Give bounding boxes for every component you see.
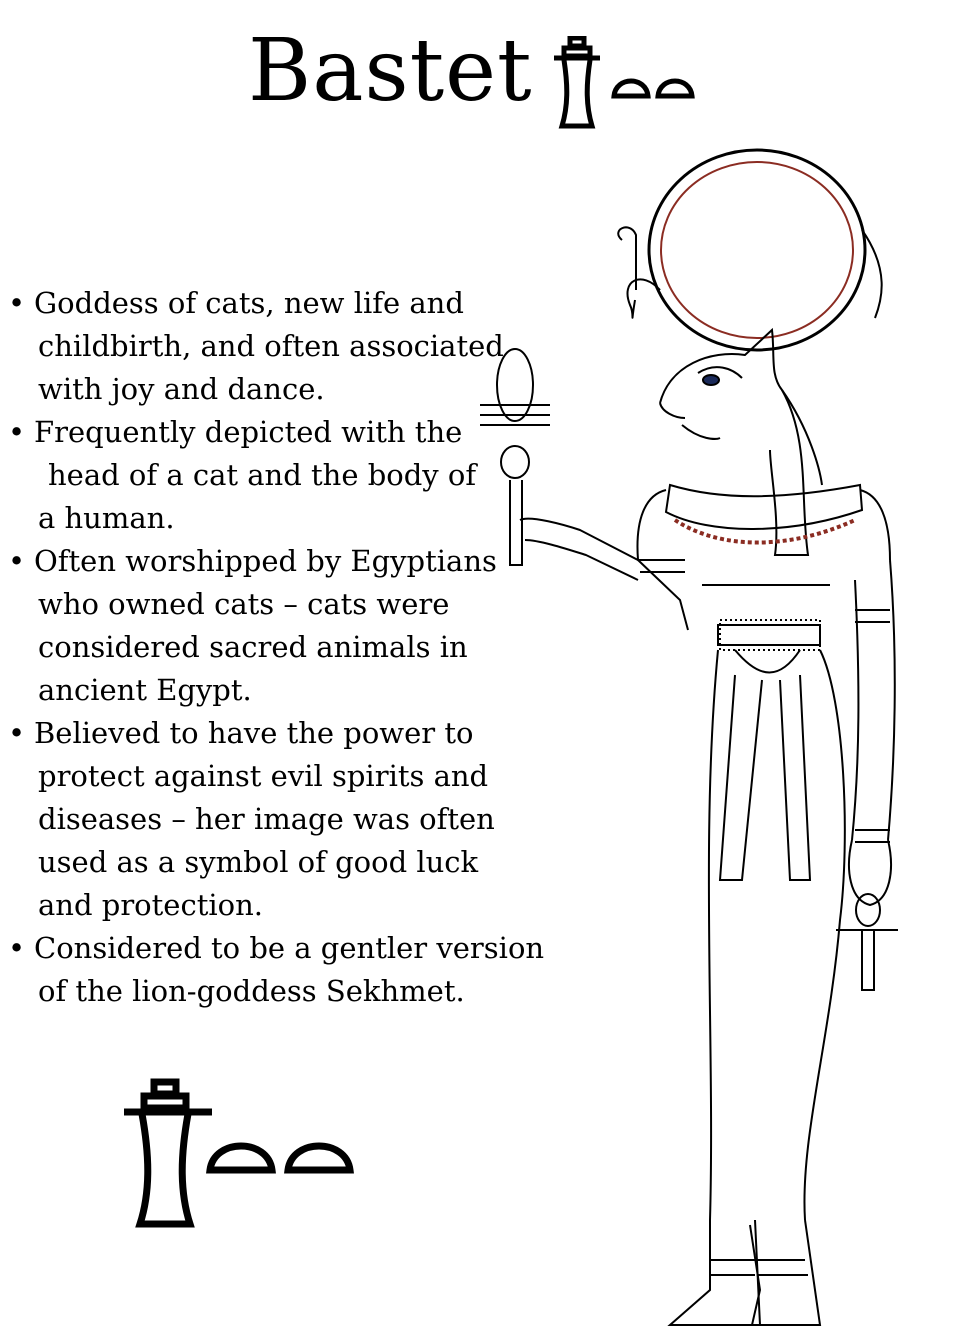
bullet-dot: • xyxy=(8,544,26,578)
bullet-dot: • xyxy=(8,286,26,320)
sun-disc-icon xyxy=(649,150,865,350)
bullet-dot: • xyxy=(8,931,26,965)
list-item xyxy=(8,411,528,540)
bastet-figure-illustration xyxy=(470,140,940,1330)
list-item xyxy=(8,282,528,411)
ankh-icon xyxy=(497,349,533,421)
hand-ankh-icon xyxy=(856,894,880,926)
list-item xyxy=(8,712,528,927)
bullet-line: Frequently depicted with the xyxy=(34,415,463,449)
bullet-line: Goddess of cats, new life and xyxy=(34,286,464,320)
bullet-line: who owned cats – cats were xyxy=(38,587,450,621)
bullet-line: Believed to have the power to xyxy=(34,716,474,750)
bullet-line: Often worshipped by Egyptians xyxy=(34,544,497,578)
bullet-dot: • xyxy=(8,716,26,750)
bullet-line: ancient Egypt. xyxy=(38,673,252,707)
bullet-line: diseases – her image was often xyxy=(38,802,495,836)
bullet-line: and protection. xyxy=(38,888,263,922)
bastet-hieroglyph-icon xyxy=(548,36,708,132)
bastet-hieroglyph-large-icon xyxy=(118,1078,368,1230)
bullet-line: Considered to be a gentler version xyxy=(34,931,545,965)
bullet-line: a human. xyxy=(38,501,175,535)
page-title: Bastet xyxy=(248,21,533,121)
bullet-line: with joy and dance. xyxy=(38,372,325,406)
list-item xyxy=(8,540,528,712)
bullet-dot: • xyxy=(8,415,26,449)
bullet-line: childbirth, and often associated xyxy=(38,329,504,363)
bullet-line: protect against evil spirits and xyxy=(38,759,489,793)
bullet-line: of the lion-goddess Sekhmet. xyxy=(38,974,465,1008)
bullet-line: used as a symbol of good luck xyxy=(38,845,479,879)
list-item xyxy=(8,927,545,1013)
bullet-list xyxy=(8,282,545,1013)
bullet-line: head of a cat and the body of xyxy=(48,458,477,492)
bullet-line: considered sacred animals in xyxy=(38,630,468,664)
